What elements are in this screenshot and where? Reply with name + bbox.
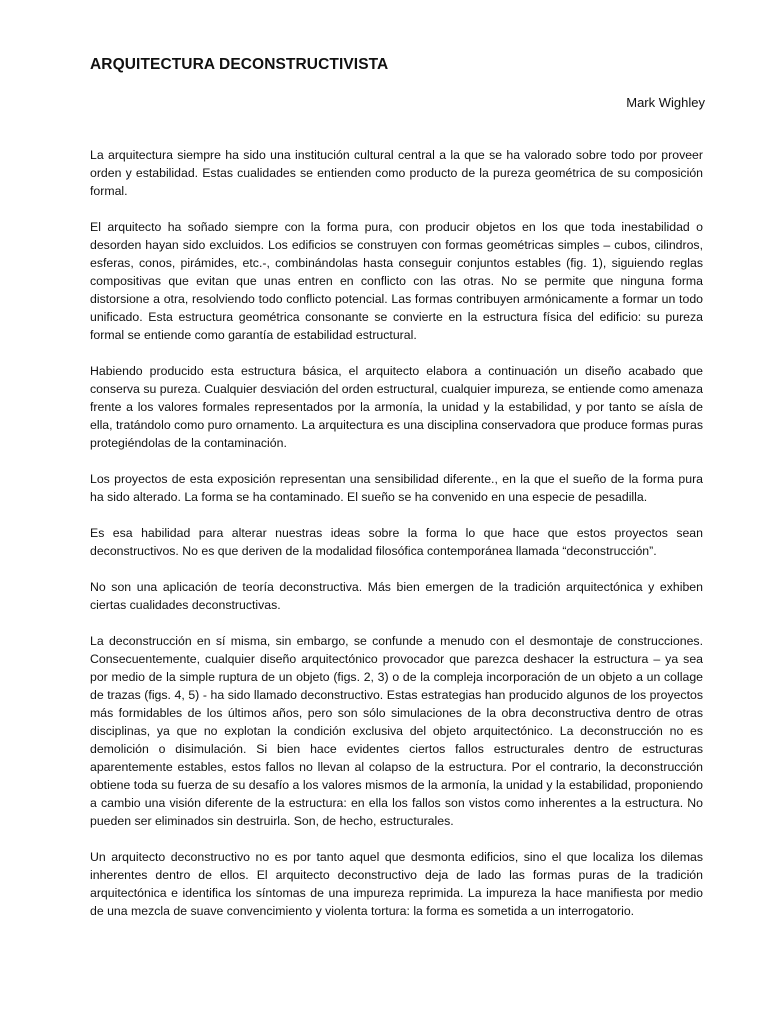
paragraph: Los proyectos de esta exposición representan una sensibilidad diferente., en la que el sueño de la forma pura ha sido alterado. La forma se ha contaminado. El sueño se ha convenido en una especie de pesadilla. — [90, 472, 703, 504]
paragraph: No son una aplicación de teoría deconstructiva. Más bien emergen de la tradición arquitectónica y exhiben ciertas cualidades deconstructivas. — [90, 580, 703, 612]
paragraph: Un arquitecto deconstructivo no es por tanto aquel que desmonta edificios, sino el que localiza los dilemas inherentes dentro de ellos. El arquitecto deconstructivo deja de lado las formas puras de la tradición arquitectónica e identifica los síntomas de una impureza reprimida. La impureza la hace manifiesta por medio de una mezcla de suave convencimiento y violenta tortura: la forma es sometida a un interrogatorio. — [90, 850, 703, 918]
author-name: Mark Wighley — [626, 95, 705, 110]
document-body — [90, 146, 703, 938]
document-title: ARQUITECTURA DECONSTRUCTIVISTA — [90, 56, 389, 73]
paragraph: Habiendo producido esta estructura básica, el arquitecto elabora a continuación un diseño acabado que conserva su pureza. Cualquier desviación del orden estructural, cualquier impureza, se entiende como amenaza frente a los valores formales representados por la armonía, la unidad y la estabilidad, y por tanto se aísla de ella, tratándolo como puro ornamento. La arquitectura es una disciplina conservadora que produce formas puras protegiéndolas de la contaminación. — [90, 364, 703, 450]
paragraph: La arquitectura siempre ha sido una institución cultural central a la que se ha valorado sobre todo por proveer orden y estabilidad. Estas cualidades se entienden como producto de la pureza geométrica de su composición formal. — [90, 148, 703, 198]
paragraph: Es esa habilidad para alterar nuestras ideas sobre la forma lo que hace que estos proyectos sean deconstructivos. No es que deriven de la modalidad filosófica contemporánea llamada “deconstrucción”. — [90, 526, 703, 558]
paragraph: El arquitecto ha soñado siempre con la forma pura, con producir objetos en los que toda inestabilidad o desorden hayan sido excluidos. Los edificios se construyen con formas geométricas simples – cubos, cilindros, esferas, conos, pirámides, etc.-, combinándolas hasta conseguir conjuntos estables (fig. 1), siguiendo reglas compositivas que evitan que unas entren en conflicto con las otras. No se permite que ninguna forma distorsione a otra, resolviendo todo conflicto potencial. Las formas contribuyen armónicamente a formar un todo unificado. Esta estructura geométrica consonante se convierte en la estructura física del edificio: su pureza formal se entiende como garantía de estabilidad estructural. — [90, 220, 703, 342]
paragraph: La deconstrucción en sí misma, sin embargo, se confunde a menudo con el desmontaje de construcciones. Consecuentemente, cualquier diseño arquitectónico provocador que parezca deshacer la estructura – ya sea por medio de la simple ruptura de un objeto (figs. 2, 3) o de la compleja incorporación de un objeto a un collage de trazas (figs. 4, 5) - ha sido llamado deconstructivo. Estas estrategias han producido algunos de los proyectos más formidables de los últimos años, pero son sólo simulaciones de la obra deconstructiva dentro de otras disciplinas, ya que no explotan la condición exclusiva del objeto arquitectónico. La deconstrucción no es demolición o disimulación. Si bien hace evidentes ciertos fallos estructurales dentro de estructuras aparentemente estables, estos fallos no llevan al colapso de la estructura. Por el contrario, la deconstrucción obtiene toda su fuerza de su desafío a los valores mismos de la armonía, la unidad y la estabilidad, proponiendo a cambio una visión diferente de la estructura: en ella los fallos son vistos como inherentes a la estructura. No pueden ser eliminados sin destruirla. Son, de hecho, estructurales. — [90, 634, 703, 828]
